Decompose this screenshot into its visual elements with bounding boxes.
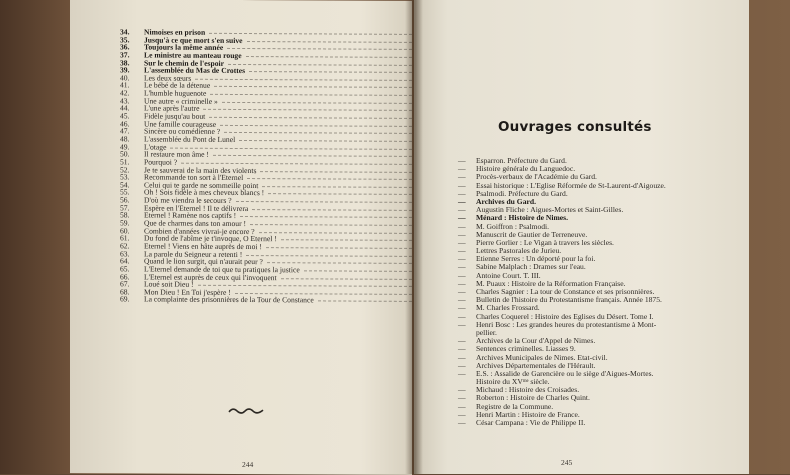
toc-leader bbox=[203, 109, 412, 111]
toc-leader bbox=[220, 125, 412, 127]
toc-number: 54. bbox=[120, 180, 130, 190]
toc-leader bbox=[209, 117, 412, 119]
toc-title: D'où me viendra le secours ? bbox=[144, 195, 232, 206]
toc-title: Je te sauverai de la main des violents bbox=[144, 165, 257, 175]
toc-leader bbox=[260, 171, 412, 173]
entry-dash: — bbox=[458, 336, 466, 346]
entry-text: Archives du Gard. bbox=[476, 196, 536, 206]
entry-text: pellier. bbox=[476, 327, 497, 337]
toc-leader bbox=[228, 63, 412, 65]
toc-title: Que de charmes dans ton amour ! bbox=[144, 218, 247, 229]
toc-title: L'assemblée du Mas de Crottes bbox=[144, 65, 246, 76]
toc-leader bbox=[210, 94, 412, 96]
toc-title: Le ministre au manteau rouge bbox=[144, 50, 242, 60]
entry-dash: — bbox=[458, 229, 466, 239]
toc-number: 58. bbox=[120, 210, 130, 220]
entry-text: Archives Municipales de Nimes. Etat-civil. bbox=[476, 352, 608, 362]
toc-leader bbox=[259, 232, 412, 234]
toc-leader bbox=[195, 79, 412, 81]
entry-dash: — bbox=[458, 164, 466, 174]
toc-number: 50. bbox=[120, 149, 130, 159]
toc-leader bbox=[249, 71, 412, 73]
toc-title: L'otage bbox=[144, 142, 167, 152]
entry-dash: — bbox=[458, 246, 466, 256]
page-number-left: 244 bbox=[242, 460, 254, 470]
toc-leader bbox=[304, 270, 412, 272]
toc-leader bbox=[181, 163, 412, 165]
toc-number: 52. bbox=[120, 164, 130, 174]
entry-text: Archives Départementales de l'Hérault. bbox=[476, 360, 596, 370]
toc-title: Il restaure mon âme ! bbox=[144, 149, 209, 160]
entry-dash: — bbox=[458, 385, 466, 395]
toc-leader bbox=[247, 41, 412, 43]
entry-dash: — bbox=[458, 418, 466, 427]
entry-dash: — bbox=[458, 287, 466, 296]
toc-leader bbox=[267, 262, 412, 264]
entry-text: Michaud : Histoire des Croisades. bbox=[476, 385, 580, 395]
toc-leader bbox=[222, 102, 412, 104]
toc-number: 69. bbox=[120, 294, 130, 304]
entry-text: Lettres Pastorales de Jurieu. bbox=[476, 246, 562, 256]
toc-number: 61. bbox=[120, 233, 130, 243]
entry-text: Bulletin de l'histoire du Protestantisme français. Année 1875. bbox=[476, 295, 662, 305]
entry-text: Histoire du XVᵐᵉ siècle. bbox=[476, 377, 550, 387]
entry-dash: — bbox=[458, 368, 466, 378]
toc-title: Du fond de l'abîme je t'invoque, O Eternel ! bbox=[144, 233, 277, 244]
entry-text: Sabine Malplach : Drames sur l'eau. bbox=[476, 262, 586, 272]
toc-leader bbox=[246, 56, 412, 58]
toc-leader bbox=[209, 33, 412, 35]
entry-dash: — bbox=[458, 156, 466, 165]
toc-leader bbox=[266, 247, 412, 249]
toc-title: Sur le chemin de l'espoir bbox=[144, 58, 225, 68]
toc-number: 57. bbox=[120, 203, 130, 213]
entry-text: Registre de la Commune. bbox=[476, 401, 554, 411]
bibliography-entry bbox=[458, 321, 748, 329]
entry-text: Esparron. Préfecture du Gard. bbox=[476, 156, 567, 165]
entry-text: Pierre Gorlier : Le Vigan à travers les siècles. bbox=[476, 237, 614, 247]
toc-number: 65. bbox=[120, 264, 130, 274]
toc-number: 47. bbox=[120, 126, 130, 136]
entry-text: M. Puaux : Histoire de la Réformation Française. bbox=[476, 278, 626, 288]
toc-title: L'Eternel demande de toi que tu pratiques la justice bbox=[144, 264, 300, 275]
entry-dash: — bbox=[458, 278, 466, 288]
entry-dash: — bbox=[458, 393, 466, 403]
entry-dash: — bbox=[458, 311, 466, 321]
entry-dash: — bbox=[458, 180, 466, 190]
entry-text: Henri Bosc : Les grandes heures du protestantisme à Mont- bbox=[476, 319, 657, 329]
toc-title: Une famille courageuse bbox=[144, 119, 217, 129]
entry-dash: — bbox=[458, 344, 466, 354]
toc-title: L'assemblée du Pont de Lunel bbox=[144, 134, 236, 144]
toc-title: Fidèle jusqu'au bout bbox=[144, 111, 206, 121]
table-of-contents bbox=[120, 28, 450, 305]
entry-dash: — bbox=[458, 352, 466, 362]
entry-dash: — bbox=[458, 303, 466, 313]
toc-title: Sincère ou comédienne ? bbox=[144, 126, 221, 137]
toc-number: 63. bbox=[120, 248, 130, 258]
entry-text: Etienne Serres : Un déporté pour la foi. bbox=[476, 254, 596, 264]
toc-title: Jusqu'à ce que mort s'en suive bbox=[144, 35, 243, 45]
entry-text: Charles Coquerel : Histoire des Eglises du Désert. Tome I. bbox=[476, 311, 654, 321]
toc-number: 36. bbox=[120, 42, 130, 52]
entry-dash: — bbox=[458, 295, 466, 305]
toc-number: 67. bbox=[120, 279, 130, 289]
toc-title: Mon Dieu ! En Toi j'espère ! bbox=[144, 287, 231, 297]
toc-number: 49. bbox=[120, 141, 130, 152]
toc-title: La parole du Seigneur a retenti ! bbox=[144, 249, 243, 259]
toc-leader bbox=[262, 186, 412, 188]
toc-number: 37. bbox=[120, 50, 130, 60]
entry-dash: — bbox=[458, 196, 466, 206]
entry-text: Histoire générale du Languedoc. bbox=[476, 164, 576, 174]
toc-title: Recommande ton sort à l'Eternel bbox=[144, 172, 244, 183]
entry-dash: — bbox=[458, 172, 466, 182]
book-gutter bbox=[405, 0, 423, 474]
entry-dash: — bbox=[458, 270, 466, 280]
toc-title: Le bébé de la détenue bbox=[144, 80, 211, 91]
toc-number: 64. bbox=[120, 256, 130, 266]
toc-leader bbox=[281, 240, 412, 242]
toc-number: 45. bbox=[120, 111, 130, 121]
entry-text: Augustin Fliche : Aigues-Mortes et Saint-Gilles. bbox=[476, 205, 624, 215]
bibliography-entry bbox=[458, 419, 748, 427]
toc-number: 34. bbox=[120, 27, 130, 37]
toc-leader bbox=[318, 301, 412, 302]
wave-ornament bbox=[228, 406, 264, 416]
toc-number: 46. bbox=[120, 119, 130, 129]
toc-title: Oh ! Sois fidèle à mes cheveux blancs ! bbox=[144, 187, 265, 198]
bibliography-list bbox=[458, 157, 748, 427]
toc-title: Pourquoi ? bbox=[144, 157, 178, 167]
toc-leader bbox=[214, 86, 412, 88]
right-page bbox=[414, 0, 749, 474]
toc-title: Eternel ! Viens en hâte auprès de moi ! bbox=[144, 241, 262, 252]
entry-text: M. Charles Frossard. bbox=[476, 303, 540, 313]
entry-text: M. Goiffron : Psalmodi. bbox=[476, 221, 550, 231]
toc-leader bbox=[236, 201, 412, 203]
toc-number: 40. bbox=[120, 73, 130, 83]
toc-title: Eternel ! Ramène nos captifs ! bbox=[144, 210, 237, 221]
entry-text: Archives de la Cour d'Appel de Nimes. bbox=[476, 336, 596, 346]
entry-dash: — bbox=[458, 254, 466, 264]
entry-dash: — bbox=[458, 205, 466, 215]
entry-text: Henri Martin : Histoire de France. bbox=[476, 409, 580, 419]
entry-dash: — bbox=[458, 409, 466, 419]
entry-text: Sentences criminelles. Liasses 9. bbox=[476, 344, 576, 354]
toc-leader bbox=[250, 224, 412, 226]
toc-title: Nimoises en prison bbox=[144, 27, 206, 37]
toc-title: Espère en l'Eternel ! Il te délivrera bbox=[144, 203, 249, 213]
toc-number: 62. bbox=[120, 241, 130, 251]
toc-number: 51. bbox=[120, 157, 130, 167]
left-page bbox=[70, 0, 412, 475]
toc-leader bbox=[227, 48, 412, 50]
toc-title: Loué soit Dieu ! bbox=[144, 279, 194, 289]
toc-leader bbox=[268, 194, 412, 196]
entry-text: Procès-verbaux de l'Académie du Gard. bbox=[476, 172, 597, 182]
toc-leader bbox=[239, 140, 412, 142]
toc-title: Une autre « criminelle » bbox=[144, 96, 218, 106]
toc-title: Toujours la même année bbox=[144, 42, 224, 53]
toc-number: 68. bbox=[120, 287, 130, 297]
toc-leader bbox=[198, 285, 412, 287]
entry-dash: — bbox=[458, 213, 466, 223]
toc-number: 41. bbox=[120, 80, 130, 90]
toc-number: 53. bbox=[120, 172, 130, 182]
entry-dash: — bbox=[458, 237, 466, 247]
entry-text: Essai historique : L'Eglise Réformée de St-Laurent-d'Aigouze. bbox=[476, 180, 666, 190]
toc-number: 59. bbox=[120, 218, 130, 228]
toc-number: 42. bbox=[120, 88, 130, 98]
toc-number: 44. bbox=[120, 103, 130, 113]
toc-title: L'Eternel est auprès de ceux qui l'invoquent bbox=[144, 271, 277, 282]
toc-leader bbox=[235, 293, 412, 295]
entry-dash: — bbox=[458, 221, 466, 231]
toc-number: 60. bbox=[120, 226, 130, 236]
toc-title: Quand le lion surgit, qui n'aurait peur ? bbox=[144, 256, 263, 267]
toc-number: 39. bbox=[120, 65, 130, 75]
page-heading: Ouvrages consultés bbox=[498, 119, 652, 135]
toc-number: 38. bbox=[120, 57, 130, 67]
toc-leader bbox=[213, 155, 412, 157]
entry-text: Psalmodi. Préfecture du Gard. bbox=[476, 188, 568, 198]
entry-text: Ménard : Histoire de Nimes. bbox=[476, 213, 569, 223]
entry-text: Roberton : Histoire de Charles Quint. bbox=[476, 393, 590, 403]
entry-text: Manuscrit de Gautier de Terreneuve. bbox=[476, 229, 588, 239]
toc-row bbox=[120, 296, 450, 305]
toc-leader bbox=[246, 255, 412, 257]
toc-title: Combien d'années vivrai-je encore ? bbox=[144, 226, 255, 236]
toc-title: L'humble huguenote bbox=[144, 88, 207, 98]
toc-title: Celui qui te garde ne sommeille point bbox=[144, 180, 259, 190]
page-number-right: 245 bbox=[561, 458, 573, 467]
toc-title: Les deux sœurs bbox=[144, 73, 192, 83]
entry-dash: — bbox=[458, 188, 466, 198]
toc-number: 56. bbox=[120, 195, 130, 205]
entry-dash: — bbox=[458, 360, 466, 370]
toc-number: 66. bbox=[120, 271, 130, 281]
entry-dash: — bbox=[458, 262, 466, 272]
toc-number: 43. bbox=[120, 96, 130, 106]
entry-dash: — bbox=[458, 401, 466, 411]
entry-text: E.S. : Assalide de Garencière ou le siège d'Aigues-Mortes. bbox=[476, 368, 654, 378]
entry-text: Antoine Court. T. III. bbox=[476, 270, 541, 280]
toc-number: 48. bbox=[120, 134, 130, 144]
toc-leader bbox=[247, 178, 412, 180]
toc-leader bbox=[224, 132, 412, 134]
toc-title: La complainte des prisonnières de la Tour de Constance bbox=[144, 294, 314, 305]
toc-title: L'une après l'autre bbox=[144, 103, 200, 114]
entry-dash: — bbox=[458, 319, 466, 329]
toc-leader bbox=[252, 209, 412, 211]
toc-leader bbox=[281, 278, 412, 280]
entry-text: Charles Sagnier : La tour de Constance et ses prisonnières. bbox=[476, 287, 655, 296]
toc-number: 55. bbox=[120, 187, 130, 197]
entry-text: César Campana : Vie de Philippe II. bbox=[476, 418, 586, 427]
toc-leader bbox=[240, 216, 412, 218]
toc-number: 35. bbox=[120, 35, 130, 45]
